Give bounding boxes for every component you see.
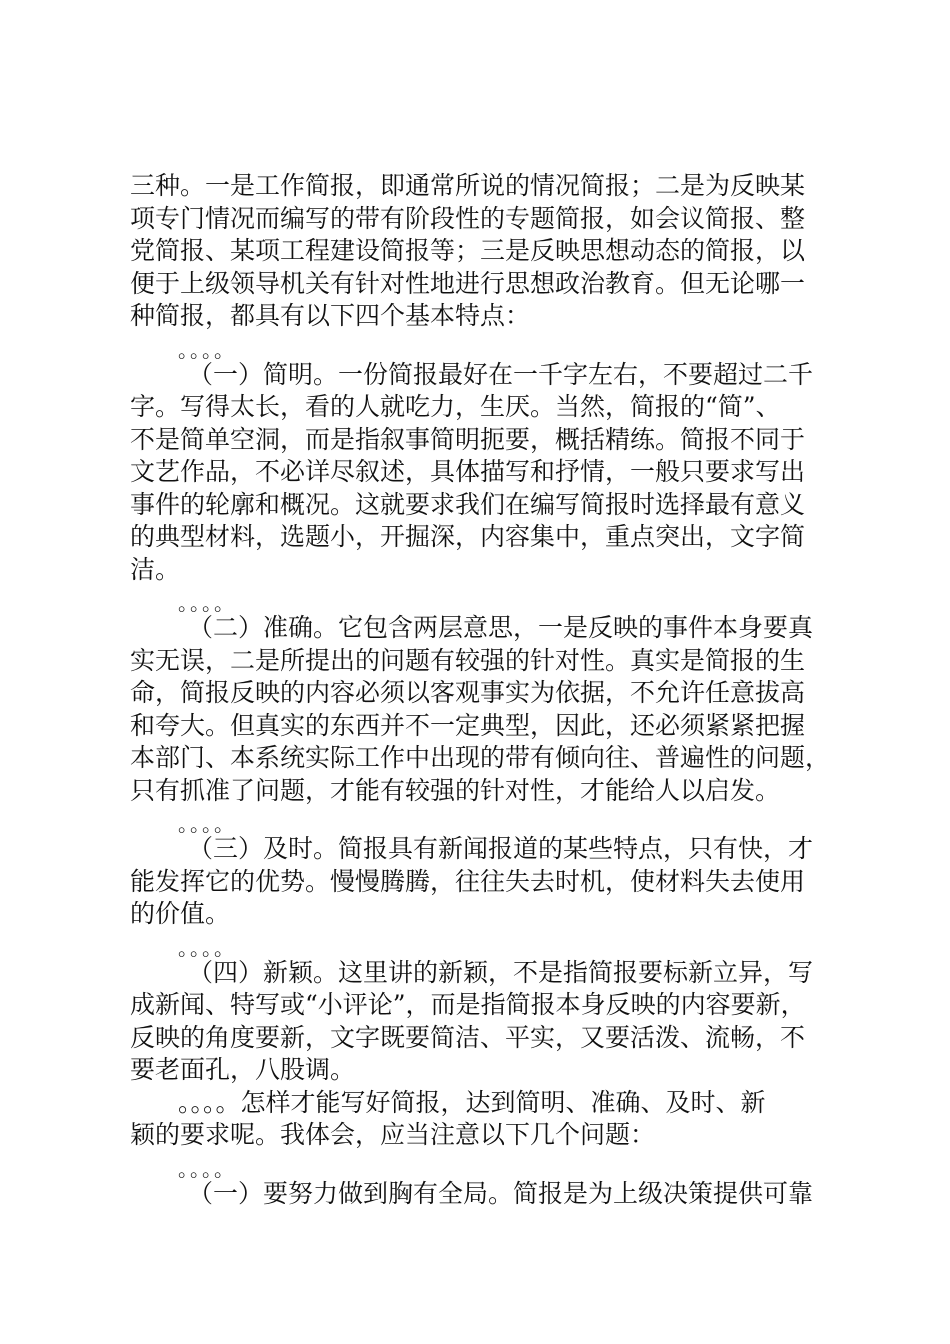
text-line: （四）新颖。这里讲的新颖，不是指简报要标新立异，写 — [188, 957, 814, 987]
text-line: 的典型材料，选题小，开掘深，内容集中，重点突出，文字简 — [130, 522, 806, 551]
text-line: 事件的轮廓和概况。这就要求我们在编写简报时选择最有意义 — [130, 489, 806, 519]
text-line: 本部门、本系统实际工作中出现的带有倾向往、普遍性的问题， — [130, 743, 831, 772]
document-page — [130, 170, 830, 1210]
text-line: （二）准确。它包含两层意思，一是反映的事件本身要真 — [188, 613, 814, 642]
text-line: 三种。一是工作简报，即通常所说的情况简报；二是为反映某 — [130, 171, 806, 200]
text-line: 命，简报反映的内容必须以客观事实为依据，不允许任意拔高 — [130, 678, 806, 707]
text-line: 实无误，二是所提出的问题有较强的针对性。真实是简报的生 — [130, 645, 806, 675]
text-line: 颖的要求呢。我体会，应当注意以下几个问题： — [130, 1120, 656, 1149]
dot-separator: 。。。。 — [178, 337, 236, 362]
text-line: 便于上级领导机关有针对性地进行思想政治教育。但无论哪一 — [130, 268, 806, 298]
text-line: 成新闻、特写或“小评论”，而是指简报本身反映的内容要新， — [130, 990, 806, 1019]
text-line: 和夸大。但真实的东西并不一定典型，因此，还必须紧紧把握 — [130, 710, 806, 740]
text-line: （一）简明。一份简报最好在一千字左右，不要超过二千 — [188, 359, 814, 389]
text-line: 种简报，都具有以下四个基本特点： — [130, 301, 531, 330]
text-line: 党简报、某项工程建设简报等；三是反映思想动态的简报，以 — [130, 236, 806, 265]
text-line: 的价值。 — [130, 899, 231, 928]
dot-separator: 。。。。 — [178, 1156, 236, 1181]
text-line: 不是简单空洞，而是指叙事简明扼要，概括精练。简报不同于 — [130, 424, 806, 454]
text-line: 。。。。怎样才能写好简报，达到简明、准确、及时、新 — [178, 1087, 766, 1117]
text-line: 只有抓准了问题，才能有较强的针对性，才能给人以启发。 — [130, 775, 781, 805]
text-line: 反映的角度要新，文字既要简洁、平实，又要活泼、流畅，不 — [130, 1022, 806, 1052]
text-line: 项专门情况而编写的带有阶段性的专题简报，如会议简报、整 — [130, 203, 806, 233]
text-line: 字。写得太长，看的人就吃力，生厌。当然，简报的“简”、 — [130, 392, 781, 421]
text-line: 能发挥它的优势。慢慢腾腾，往往失去时机，使材料失去使用 — [130, 866, 806, 896]
dot-separator: 。。。。 — [178, 591, 236, 615]
text-line: 要老面孔，八股调。 — [130, 1055, 356, 1084]
text-line: （一）要努力做到胸有全局。简报是为上级决策提供可靠 — [188, 1178, 814, 1208]
text-line: 洁。 — [130, 554, 181, 584]
text-line: 文艺作品，不必详尽叙述，具体描写和抒情，一般只要求写出 — [130, 457, 806, 486]
text-line: （三）及时。简报具有新闻报道的某些特点，只有快，才 — [188, 834, 814, 863]
dot-separator: 。。。。 — [178, 812, 236, 836]
dot-separator: 。。。。 — [178, 935, 236, 960]
